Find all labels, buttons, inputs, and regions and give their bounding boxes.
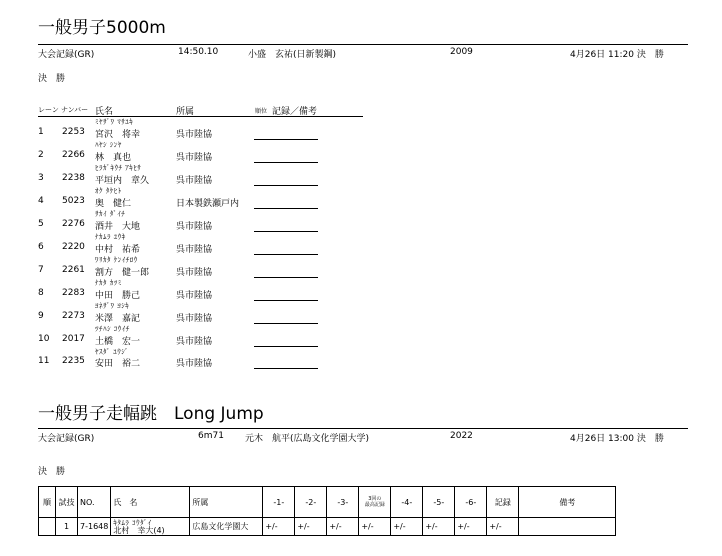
record-blank [254, 346, 318, 347]
header-trial-2: -2- [295, 487, 327, 518]
title-underline [38, 44, 688, 45]
athlete-affiliation: 呉市陸協 [176, 337, 213, 347]
header-record: 記録／備考 [272, 107, 318, 117]
athlete-lane: 7 [38, 265, 44, 275]
cell-number: 7-1648 [78, 518, 111, 536]
athlete-kana: ﾅｶﾑﾗ ﾕｳｷ [95, 233, 126, 241]
event-date-time: 4月26日 11:20 決 勝 [570, 50, 664, 60]
athlete-name: 林 真也 [95, 153, 132, 163]
cell-trial-5: +/- [423, 518, 455, 536]
games-record-year: 2022 [450, 431, 473, 441]
cell-trial-6: +/- [455, 518, 487, 536]
athlete-number: 2273 [62, 311, 85, 321]
athlete-kana: ﾔｽﾀﾞ ﾕｳｼﾞ [95, 348, 129, 356]
athlete-number: 2276 [62, 219, 85, 229]
cell-trial-4: +/- [391, 518, 423, 536]
athlete-affiliation: 呉市陸協 [176, 130, 213, 140]
cell-trial-2: +/- [295, 518, 327, 536]
record-blank [254, 323, 318, 324]
athlete-name: 割方 健一郎 [95, 268, 150, 278]
long-jump-results-table [38, 486, 616, 536]
athlete-lane: 10 [38, 334, 50, 344]
games-record-label: 大会記録(GR) [38, 50, 95, 60]
event-title-5000m: 一般男子5000m [38, 18, 166, 38]
table-row [39, 518, 616, 536]
athlete-number: 2261 [62, 265, 85, 275]
header-affiliation: 所属 [190, 487, 263, 518]
athlete-number: 2253 [62, 127, 85, 137]
athlete-affiliation: 呉市陸協 [176, 222, 213, 232]
header-trial-1: -1- [263, 487, 295, 518]
athlete-lane: 6 [38, 242, 44, 252]
header-order: 順 [39, 487, 56, 518]
header-name: 氏 名 [111, 487, 190, 518]
athlete-name: 平垣内 章久 [95, 176, 150, 186]
cell-trial-order: 1 [56, 518, 78, 536]
games-record-year: 2009 [450, 47, 473, 57]
athlete-affiliation: 呉市陸協 [176, 153, 213, 163]
cell-order [39, 518, 56, 536]
record-blank [254, 162, 318, 163]
athlete-kana: ﾂﾁﾊｼ ｺｳｲﾁ [95, 325, 130, 333]
header-rank: 順位 [255, 108, 268, 115]
athlete-number: 2017 [62, 334, 85, 344]
games-record-time: 14:50.10 [178, 47, 219, 57]
header-top-of-three-line2: 最高記録 [364, 502, 385, 508]
athlete-affiliation: 呉市陸協 [176, 291, 213, 301]
athlete-lane: 2 [38, 150, 44, 160]
athlete-kana: ﾜﾘｶﾀ ｹﾝｲﾁﾛｳ [95, 256, 138, 264]
cell-top-of-three: +/- [359, 518, 391, 536]
athlete-name: 安田 裕二 [95, 359, 141, 369]
cell-trial-3: +/- [327, 518, 359, 536]
record-blank [254, 277, 318, 278]
athlete-lane: 4 [38, 196, 44, 206]
athlete-kana: ｻｶｲ ﾀﾞｲﾁ [95, 210, 126, 218]
round-label: 決 勝 [38, 74, 66, 84]
athlete-kana: ﾖﾈｻﾞﾜ ﾖｼｷ [95, 302, 130, 310]
title-underline [38, 428, 688, 429]
cell-affiliation: 広島文化学園大 [190, 518, 263, 536]
athlete-number: 2266 [62, 150, 85, 160]
athlete-kana: ｵｸ ﾀｹﾋﾄ [95, 187, 122, 195]
athlete-name: 酒井 大地 [95, 222, 141, 232]
record-blank [254, 368, 318, 369]
athlete-affiliation: 呉市陸協 [176, 359, 213, 369]
header-top-of-three-line1: 3回の [368, 496, 382, 502]
athlete-affiliation: 日本製鉄瀬戸内 [176, 199, 240, 209]
athlete-lane: 8 [38, 288, 44, 298]
athlete-affiliation: 呉市陸協 [176, 268, 213, 278]
event-title-long-jump: 一般男子走幅跳 Long Jump [38, 404, 264, 424]
athlete-name: 米澤 嘉記 [95, 314, 141, 324]
athlete-kana: ﾐﾔｻﾞﾜ ﾏｻﾕｷ [95, 118, 134, 126]
athlete-name: 奥 健仁 [95, 199, 132, 209]
athlete-name: 土橋 宏一 [95, 337, 141, 347]
athlete-lane: 1 [38, 127, 44, 137]
header-number: NO. [78, 487, 111, 518]
header-number: ナンバー [61, 106, 89, 114]
header-name: 氏名 [95, 107, 114, 117]
record-blank [254, 231, 318, 232]
games-record-mark: 6m71 [198, 431, 224, 441]
athlete-number: 5023 [62, 196, 85, 206]
event-date-time: 4月26日 13:00 決 勝 [570, 434, 664, 444]
athlete-affiliation: 呉市陸協 [176, 176, 213, 186]
record-blank [254, 208, 318, 209]
header-remarks: 備考 [519, 487, 616, 518]
games-record-label: 大会記録(GR) [38, 434, 95, 444]
record-blank [254, 300, 318, 301]
cell-name [111, 518, 190, 536]
header-trial-6: -6- [455, 487, 487, 518]
athlete-affiliation: 呉市陸協 [176, 314, 213, 324]
header-affiliation: 所属 [176, 107, 195, 117]
header-underline [38, 116, 363, 117]
athlete-lane: 11 [38, 356, 50, 366]
round-label: 決 勝 [38, 467, 66, 477]
athlete-lane: 9 [38, 311, 44, 321]
header-record: 記録 [487, 487, 519, 518]
athlete-number: 2238 [62, 173, 85, 183]
athlete-lane: 5 [38, 219, 44, 229]
games-record-holder: 小盛 玄祐(日新製鋼) [248, 50, 337, 60]
cell-trial-1: +/- [263, 518, 295, 536]
athlete-affiliation: 呉市陸協 [176, 245, 213, 255]
athlete-number: 2220 [62, 242, 85, 252]
athlete-number: 2235 [62, 356, 85, 366]
cell-record: +/- [487, 518, 519, 536]
header-top-of-three [359, 487, 391, 518]
athlete-name: 中村 祐希 [95, 245, 141, 255]
athlete-number: 2283 [62, 288, 85, 298]
athlete-kana: ﾅｶﾀ ｶﾂﾐ [95, 279, 122, 287]
header-lane: レーン [38, 106, 59, 114]
games-record-holder: 元木 航平(広島文化学園大学) [245, 434, 370, 444]
header-trial-order: 試技 [56, 487, 78, 518]
athlete-kana: ﾊﾔｼ ｼﾝﾔ [95, 141, 122, 149]
athlete-kana: ｷﾀﾑﾗ ｺｳﾀﾞｲ [113, 518, 152, 527]
header-trial-3: -3- [327, 487, 359, 518]
record-blank [254, 185, 318, 186]
athlete-kana: ﾋﾗｶﾞｷｳﾁ ｱｷﾋｻ [95, 164, 142, 172]
athlete-name: 北村 幸大(4) [113, 525, 165, 535]
athlete-name: 中田 勝己 [95, 291, 141, 301]
athlete-name: 宮沢 将幸 [95, 130, 141, 140]
cell-remarks [519, 518, 616, 536]
record-blank [254, 254, 318, 255]
record-blank [254, 139, 318, 140]
table-header-row [39, 487, 616, 518]
athlete-lane: 3 [38, 173, 44, 183]
header-trial-4: -4- [391, 487, 423, 518]
header-trial-5: -5- [423, 487, 455, 518]
